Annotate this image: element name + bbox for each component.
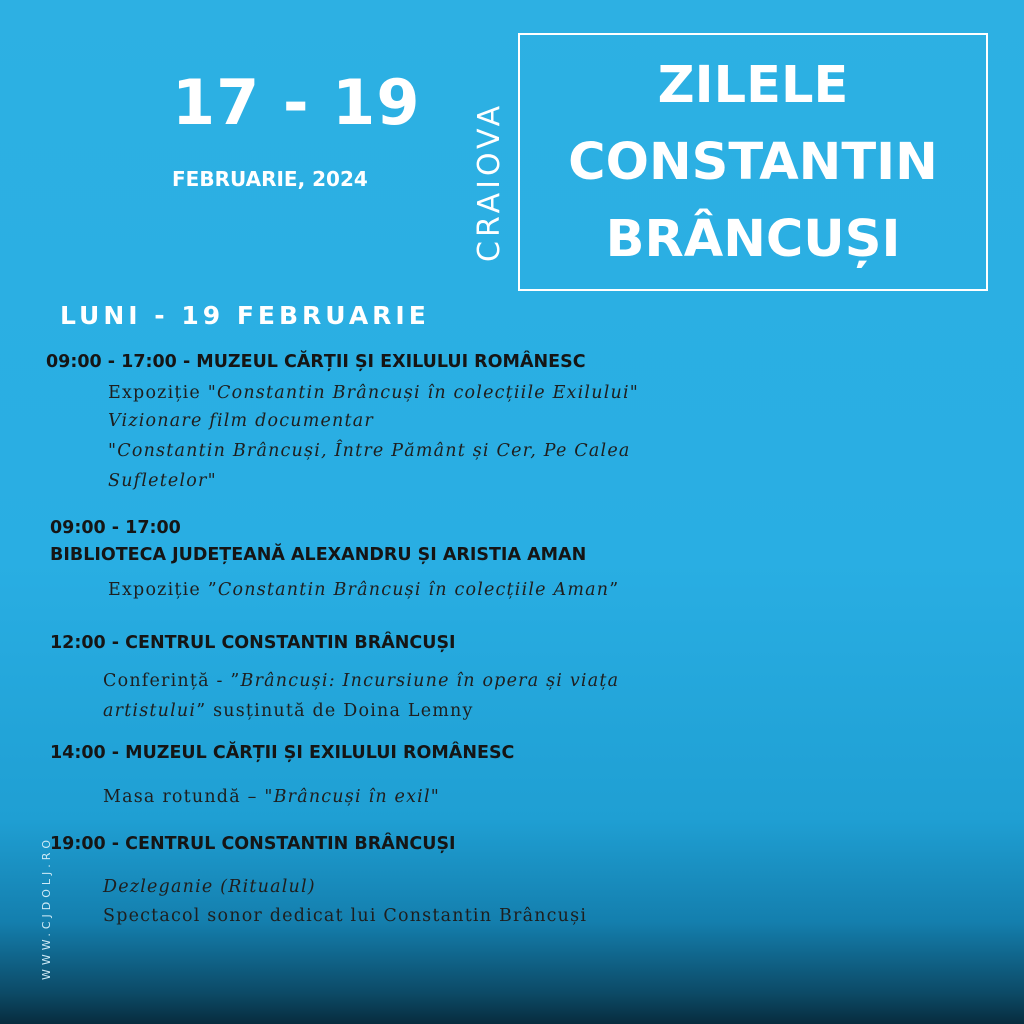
event-2-time: 09:00 - 17:00	[50, 518, 181, 538]
event-1-line-4: Sufletelor"	[108, 471, 217, 491]
event-5-line-2: Spectacol sonor dedicat lui Constantin Brâncuși	[103, 906, 588, 926]
city-label: CRAIOVA	[472, 101, 507, 262]
event-1-line-2: Vizionare film documentar	[108, 411, 374, 431]
event-5-line-1: Dezleganie (Ritualul)	[103, 877, 316, 897]
title-box	[518, 33, 988, 291]
event-3-heading: 12:00 - CENTRUL CONSTANTIN BRÂNCUȘI	[50, 633, 456, 653]
event-4-line-1: Masa rotundă – "Brâncuși în exil"	[103, 787, 441, 807]
event-1-heading: 09:00 - 17:00 - MUZEUL CĂRȚII ȘI EXILULUI ROMÂNESC	[46, 352, 586, 372]
date-range: 17 - 19	[172, 66, 421, 139]
event-3-line-2: artistului” susținută de Doina Lemny	[103, 701, 474, 721]
event-1-line-3: "Constantin Brâncuși, Între Pământ și Cer, Pe Calea	[108, 441, 631, 461]
title-line-2: CONSTANTIN	[568, 132, 938, 192]
event-1-line-1: Expoziție "Constantin Brâncuși în colecțiile Exilului"	[108, 383, 640, 403]
event-4-heading: 14:00 - MUZEUL CĂRȚII ȘI EXILULUI ROMÂNESC	[50, 743, 515, 763]
event-2-heading: BIBLIOTECA JUDEȚEANĂ ALEXANDRU ȘI ARISTIA AMAN	[50, 545, 587, 565]
month-year: FEBRUARIE, 2024	[172, 167, 368, 191]
event-5-heading: 19:00 - CENTRUL CONSTANTIN BRÂNCUȘI	[50, 834, 456, 854]
website-url: WWW.CJDOLJ.RO	[40, 835, 53, 980]
title-line-1: ZILELE	[657, 55, 849, 115]
event-2-line-1: Expoziție ”Constantin Brâncuși în colecțiile Aman”	[108, 580, 620, 600]
day-heading: LUNI - 19 FEBRUARIE	[60, 301, 430, 330]
event-3-line-1: Conferință - ”Brâncuși: Incursiune în opera și viața	[103, 671, 620, 691]
title-line-3: BRÂNCUȘI	[605, 209, 901, 269]
